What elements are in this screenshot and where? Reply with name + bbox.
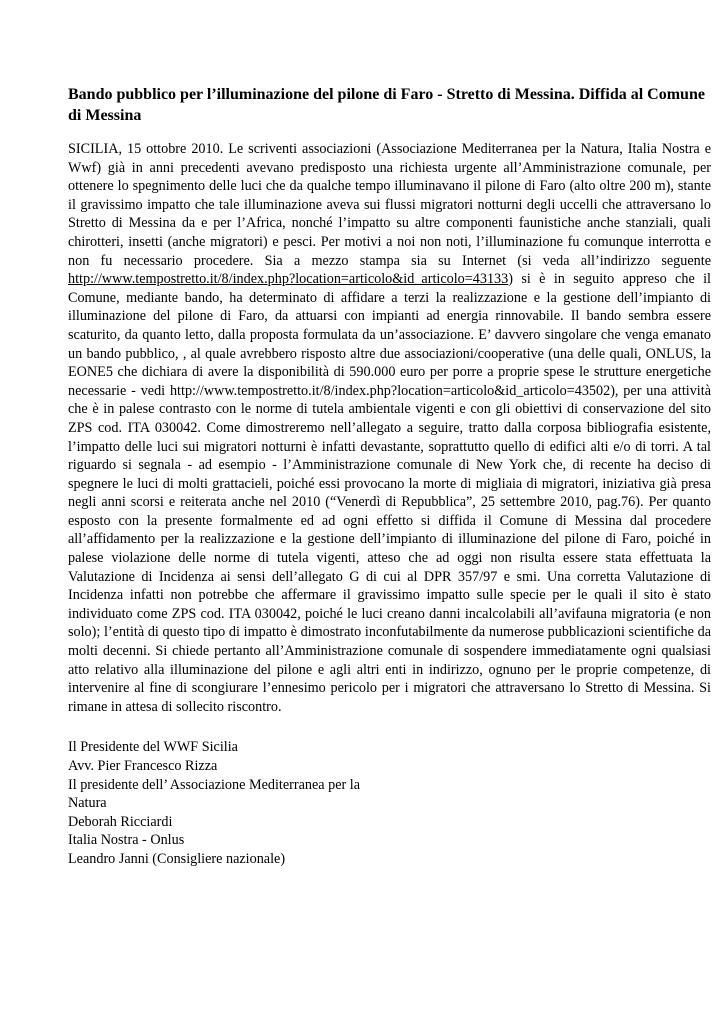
signature-block xyxy=(68,738,398,868)
signature-line: Italia Nostra - Onlus xyxy=(68,832,185,849)
signature-line: Deborah Ricciardi xyxy=(68,813,173,830)
body-text-part-1: SICILIA, 15 ottobre 2010. Le scriventi associazioni (Associazione Mediterranea per la Natura, Italia Nostra e Wwf) già in anni precedenti avevano predisposto una richiesta urgente all’Amministrazione comunale, per ottenere lo spegnimento delle luci che da qualche tempo illuminavano il pilone di Faro (alto oltre 200 m), stante il gravissimo impatto che tale illuminazione aveva sui flussi migratori notturni degli uccelli che attraversano lo Stretto di Messina da e per l’Africa, nonché l’impatto su altre componenti faunistiche anche stanziali, quali chirotteri, insetti (anche migratori) e pesci. Per motivi a noi non noti, l’illuminazione fu comunque interrotta e non fu necessario procedere. Sia a mezzo stampa sia su Internet (si veda all’indirizzo seguente xyxy=(68,141,711,269)
signature-line: Il Presidente del WWF Sicilia xyxy=(68,739,238,756)
document-body xyxy=(68,140,711,716)
body-text-part-2: ) si è in seguito appreso che il Comune, mediante bando, ha determinato di affidare a terzi la realizzazione e la gestione dell’impianto di illuminazione del pilone di Faro, da attuarsi con impianti ad energia rinnovabile. Il bando sembra essere scaturito, da quanto letto, dalla proposta formulata da un’associazione. E’ davvero singolare che venga emanato un bando pubblico, , al quale avrebbero risposto altre due associazioni/cooperative (una delle quali, ONLUS, la EONE5 che dichiara di avere la disponibilità di 590.000 euro per porre a proprie spese le strutture energetiche necessarie - vedi http://www.tempostretto.it/8/index.php?location=articolo&id_articolo=43502), per una attività che è in palese contrasto con le norme di tutela ambientale vigenti e con gli obiettivi di conservazione del sito ZPS cod. ITA 030042. Come dimostreremo nell’allegato a seguire, tratto dalla corposa bibliografia esistente, l’impatto delle luci sui migratori notturni è infatti devastante, soprattutto quello di edifici alti e/o di torri. A tal riguardo si segnala - ad esempio - l’Amministrazione comunale di New York che, di recente ha deciso di spegnere le luci di molti grattacieli, poiché essi provocano la morte di migliaia di migratori, iniziativa già presa negli anni scorsi e reiterata anche nel 2010 (“Venerdì di Repubblica”, 25 settembre 2010, pag.76). Per quanto esposto con la presente formalmente ed ad ogni effetto si diffida il Comune di Messina dal procedere all’affidamento per la realizzazione e la gestione dell’impianto di illuminazione del pilone di Faro, poiché in palese violazione delle norme di tutela vigenti, atteso che ad oggi non risulta essere stata effettuata la Valutazione di Incidenza ai sensi dell’allegato G di cui al DPR 357/97 e smi. Una corretta Valutazione di Incidenza infatti non potrebbe che affermare il gravissimo impatto sulle specie per le quali il sito è stato individuato come ZPS cod. ITA 030042, poiché le luci creano danni incalcolabili all’avifauna migratoria (e non solo); l’entità di questo tipo di impatto è dimostrato inconfutabilmente da numerose pubblicazioni scientifiche da molti decenni. Si chiede pertanto all’Amministrazione comunale di sospendere immediatamente ogni qualsiasi atto relativo alla illuminazione del pilone e agli altri enti in indirizzo, ognuno per le proprie competenze, di intervenire al fine di scongiurare l’ennesimo pericolo per i migratori che attraversano lo Stretto di Messina. Si rimane in attesa di sollecito riscontro. xyxy=(68,271,711,715)
document-title: Bando pubblico per l’illuminazione del pilone di Faro - Stretto di Messina. Diffida al Comune di Messina xyxy=(68,86,705,124)
signature-line: Il presidente dell’ Associazione Mediterranea per la Natura xyxy=(68,776,361,812)
signature-line: Avv. Pier Francesco Rizza xyxy=(68,758,218,774)
document-page xyxy=(68,84,711,869)
article-link[interactable]: http://www.tempostretto.it/8/index.php?location=articolo&id_articolo=43133 xyxy=(68,271,509,288)
signature-line: Leandro Janni (Consigliere nazionale) xyxy=(68,850,286,867)
